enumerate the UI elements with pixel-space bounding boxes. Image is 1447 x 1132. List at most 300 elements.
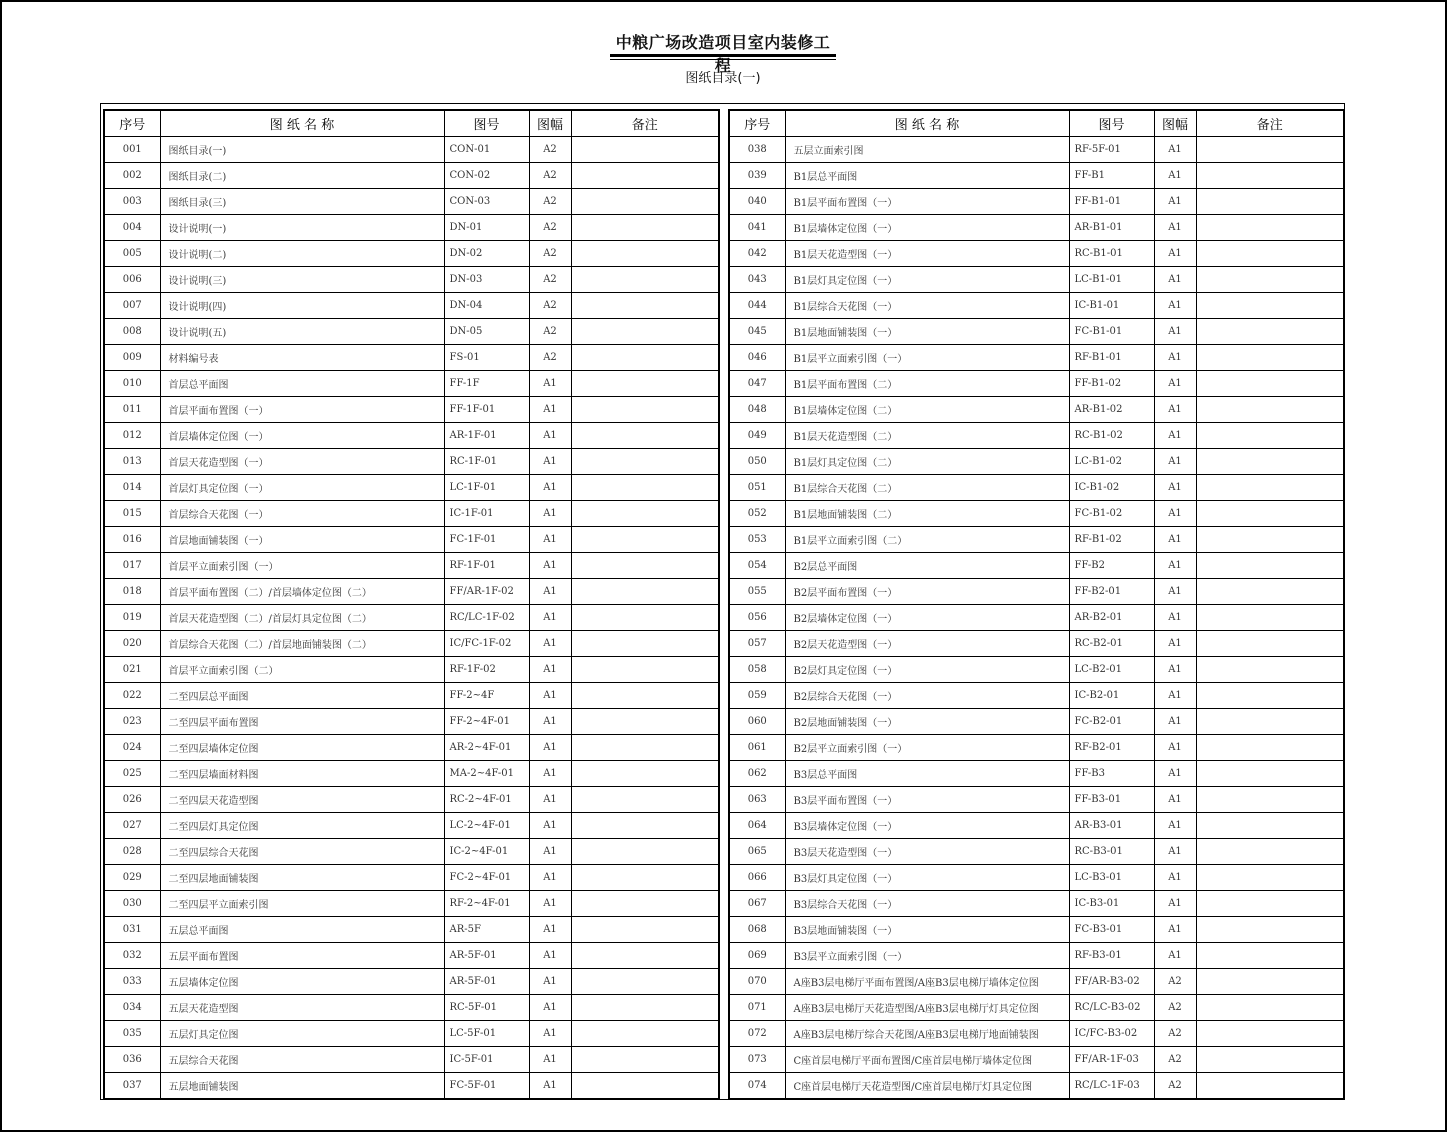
cell-drawing-name: B1层平面布置图（二）: [785, 370, 1069, 396]
cell-remarks: [1196, 370, 1344, 396]
cell-drawing-name: 设计说明(五): [160, 318, 444, 344]
cell-remarks: [571, 630, 719, 656]
cell-index: 043: [729, 266, 785, 292]
cell-drawing-number: FC-B2-01: [1069, 708, 1154, 734]
cell-sheet-size: A2: [529, 214, 571, 240]
cell-sheet-size: A1: [1154, 136, 1196, 162]
cell-drawing-name: B2层综合天花图（一）: [785, 682, 1069, 708]
cell-remarks: [571, 162, 719, 188]
table-row: [729, 1046, 1344, 1072]
cell-sheet-size: A1: [529, 994, 571, 1020]
cell-drawing-number: FF-B3-01: [1069, 786, 1154, 812]
cell-index: 037: [104, 1072, 160, 1099]
table-row: [104, 838, 719, 864]
cell-index: 011: [104, 396, 160, 422]
cell-remarks: [571, 734, 719, 760]
cell-drawing-number: RF-1F-02: [444, 656, 529, 682]
cell-drawing-number: IC-5F-01: [444, 1046, 529, 1072]
cell-drawing-name: B2层地面铺装图（一）: [785, 708, 1069, 734]
cell-sheet-size: A1: [1154, 890, 1196, 916]
cell-drawing-name: B2层天花造型图（一）: [785, 630, 1069, 656]
cell-sheet-size: A2: [529, 136, 571, 162]
cell-drawing-number: LC-B1-02: [1069, 448, 1154, 474]
table-row: [729, 188, 1344, 214]
table-row: [104, 812, 719, 838]
cell-remarks: [571, 1020, 719, 1046]
cell-drawing-number: IC-B3-01: [1069, 890, 1154, 916]
cell-drawing-number: FF-2~4F-01: [444, 708, 529, 734]
cell-remarks: [1196, 1046, 1344, 1072]
cell-drawing-number: AR-2~4F-01: [444, 734, 529, 760]
cell-drawing-number: FF/AR-1F-03: [1069, 1046, 1154, 1072]
cell-index: 053: [729, 526, 785, 552]
cell-index: 063: [729, 786, 785, 812]
cell-drawing-name: 五层地面铺装图: [160, 1072, 444, 1099]
cell-drawing-name: B1层天花造型图（一）: [785, 240, 1069, 266]
cell-sheet-size: A1: [1154, 214, 1196, 240]
cell-drawing-number: FF-B1-02: [1069, 370, 1154, 396]
cell-drawing-name: 首层平面布置图（一）: [160, 396, 444, 422]
cell-remarks: [571, 552, 719, 578]
cell-sheet-size: A1: [529, 552, 571, 578]
cell-index: 071: [729, 994, 785, 1020]
cell-drawing-number: LC-B3-01: [1069, 864, 1154, 890]
table-row: [729, 136, 1344, 162]
cell-drawing-name: 首层墙体定位图（一）: [160, 422, 444, 448]
cell-drawing-name: 首层地面铺装图（一）: [160, 526, 444, 552]
cell-index: 022: [104, 682, 160, 708]
table-row: [729, 552, 1344, 578]
cell-remarks: [571, 1072, 719, 1099]
cell-sheet-size: A1: [1154, 942, 1196, 968]
cell-sheet-size: A1: [529, 942, 571, 968]
cell-remarks: [571, 266, 719, 292]
cell-drawing-name: B3层灯具定位图（一）: [785, 864, 1069, 890]
cell-drawing-number: FF-B1: [1069, 162, 1154, 188]
cell-drawing-number: DN-05: [444, 318, 529, 344]
table-row: [729, 474, 1344, 500]
cell-index: 051: [729, 474, 785, 500]
cell-drawing-name: A座B3层电梯厅平面布置图/A座B3层电梯厅墙体定位图: [785, 968, 1069, 994]
cell-remarks: [1196, 734, 1344, 760]
cell-drawing-number: CON-03: [444, 188, 529, 214]
cell-sheet-size: A1: [1154, 188, 1196, 214]
table-row: [729, 734, 1344, 760]
cell-index: 028: [104, 838, 160, 864]
cell-sheet-size: A1: [1154, 396, 1196, 422]
table-row: [104, 526, 719, 552]
table-row: [104, 240, 719, 266]
cell-drawing-number: AR-B1-02: [1069, 396, 1154, 422]
cell-remarks: [1196, 552, 1344, 578]
cell-drawing-number: AR-B1-01: [1069, 214, 1154, 240]
cell-sheet-size: A1: [1154, 864, 1196, 890]
cell-index: 029: [104, 864, 160, 890]
table-row: [104, 968, 719, 994]
cell-index: 013: [104, 448, 160, 474]
cell-drawing-name: 二至四层墙面材料图: [160, 760, 444, 786]
cell-index: 060: [729, 708, 785, 734]
table-row: [104, 578, 719, 604]
cell-drawing-name: 设计说明(三): [160, 266, 444, 292]
cell-index: 065: [729, 838, 785, 864]
table-row: [104, 266, 719, 292]
cell-remarks: [571, 292, 719, 318]
cell-sheet-size: A1: [529, 682, 571, 708]
table-row: [104, 682, 719, 708]
cell-drawing-name: 五层天花造型图: [160, 994, 444, 1020]
cell-sheet-size: A1: [529, 864, 571, 890]
cell-sheet-size: A1: [529, 526, 571, 552]
cell-remarks: [1196, 994, 1344, 1020]
cell-index: 042: [729, 240, 785, 266]
table-row: [104, 994, 719, 1020]
cell-drawing-name: B1层灯具定位图（二）: [785, 448, 1069, 474]
cell-sheet-size: A2: [529, 292, 571, 318]
cell-drawing-name: C座首层电梯厅平面布置图/C座首层电梯厅墙体定位图: [785, 1046, 1069, 1072]
table-row: [729, 396, 1344, 422]
table-row: [729, 656, 1344, 682]
cell-remarks: [571, 448, 719, 474]
cell-drawing-name: 五层立面索引图: [785, 136, 1069, 162]
cell-sheet-size: A1: [1154, 786, 1196, 812]
cell-index: 046: [729, 344, 785, 370]
cell-drawing-name: B2层灯具定位图（一）: [785, 656, 1069, 682]
cell-remarks: [571, 942, 719, 968]
cell-drawing-number: CON-02: [444, 162, 529, 188]
cell-index: 048: [729, 396, 785, 422]
table-row: [729, 630, 1344, 656]
cell-drawing-number: IC-B1-02: [1069, 474, 1154, 500]
table-row: [729, 266, 1344, 292]
cell-index: 015: [104, 500, 160, 526]
cell-remarks: [1196, 266, 1344, 292]
cell-remarks: [1196, 942, 1344, 968]
cell-drawing-number: IC-B2-01: [1069, 682, 1154, 708]
cell-drawing-name: B3层平立面索引图（一）: [785, 942, 1069, 968]
cell-drawing-number: RC-B3-01: [1069, 838, 1154, 864]
cell-drawing-name: 首层综合天花图（二）/首层地面铺装图（二）: [160, 630, 444, 656]
cell-sheet-size: A1: [1154, 682, 1196, 708]
cell-drawing-number: LC-1F-01: [444, 474, 529, 500]
cell-remarks: [1196, 968, 1344, 994]
cell-drawing-number: RC/LC-1F-03: [1069, 1072, 1154, 1099]
cell-drawing-name: B1层地面铺装图（一）: [785, 318, 1069, 344]
cell-remarks: [1196, 474, 1344, 500]
cell-sheet-size: A2: [1154, 1046, 1196, 1072]
cell-sheet-size: A1: [1154, 812, 1196, 838]
table-row: [729, 422, 1344, 448]
cell-sheet-size: A2: [529, 344, 571, 370]
cell-drawing-name: 首层综合天花图（一）: [160, 500, 444, 526]
cell-remarks: [571, 214, 719, 240]
table-row: [104, 214, 719, 240]
cell-remarks: [571, 838, 719, 864]
cell-drawing-name: B3层综合天花图（一）: [785, 890, 1069, 916]
cell-index: 073: [729, 1046, 785, 1072]
cell-index: 062: [729, 760, 785, 786]
cell-remarks: [571, 994, 719, 1020]
cell-remarks: [571, 682, 719, 708]
table-row: [104, 318, 719, 344]
cell-drawing-number: RC-5F-01: [444, 994, 529, 1020]
cell-sheet-size: A1: [529, 396, 571, 422]
cell-sheet-size: A1: [1154, 578, 1196, 604]
cell-drawing-number: FF-1F: [444, 370, 529, 396]
table-row: [729, 448, 1344, 474]
table-row: [104, 656, 719, 682]
table-row: [729, 1072, 1344, 1099]
cell-drawing-name: 首层平面布置图（二）/首层墙体定位图（二）: [160, 578, 444, 604]
cell-remarks: [571, 500, 719, 526]
cell-sheet-size: A1: [529, 968, 571, 994]
cell-drawing-number: AR-5F-01: [444, 968, 529, 994]
cell-remarks: [571, 812, 719, 838]
cell-drawing-name: B2层总平面图: [785, 552, 1069, 578]
cell-sheet-size: A1: [1154, 500, 1196, 526]
cell-sheet-size: A1: [529, 448, 571, 474]
cell-drawing-number: IC-1F-01: [444, 500, 529, 526]
cell-index: 006: [104, 266, 160, 292]
cell-sheet-size: A1: [529, 604, 571, 630]
cell-sheet-size: A1: [1154, 656, 1196, 682]
cell-index: 052: [729, 500, 785, 526]
cell-sheet-size: A1: [1154, 838, 1196, 864]
cell-drawing-number: FF/AR-B3-02: [1069, 968, 1154, 994]
cell-sheet-size: A1: [1154, 604, 1196, 630]
table-row: [729, 370, 1344, 396]
cell-index: 047: [729, 370, 785, 396]
cell-drawing-name: B3层墙体定位图（一）: [785, 812, 1069, 838]
cell-remarks: [1196, 682, 1344, 708]
cell-sheet-size: A1: [529, 422, 571, 448]
table-row: [104, 552, 719, 578]
table-row: [729, 344, 1344, 370]
header-sheet-size: 图幅: [1154, 110, 1196, 136]
cell-drawing-name: B1层灯具定位图（一）: [785, 266, 1069, 292]
cell-index: 034: [104, 994, 160, 1020]
cell-drawing-number: CON-01: [444, 136, 529, 162]
cell-index: 001: [104, 136, 160, 162]
cell-drawing-number: FC-B3-01: [1069, 916, 1154, 942]
cell-sheet-size: A1: [1154, 916, 1196, 942]
cell-sheet-size: A1: [529, 708, 571, 734]
cell-drawing-number: RC/LC-1F-02: [444, 604, 529, 630]
cell-drawing-name: 二至四层灯具定位图: [160, 812, 444, 838]
cell-remarks: [1196, 448, 1344, 474]
cell-drawing-name: 图纸目录(一): [160, 136, 444, 162]
cell-remarks: [571, 136, 719, 162]
header-remarks: 备注: [1196, 110, 1344, 136]
table-row: [729, 578, 1344, 604]
cell-remarks: [1196, 188, 1344, 214]
cell-drawing-number: FF-1F-01: [444, 396, 529, 422]
table-row: [729, 708, 1344, 734]
cell-index: 067: [729, 890, 785, 916]
table-row: [104, 708, 719, 734]
cell-remarks: [571, 604, 719, 630]
cell-index: 009: [104, 344, 160, 370]
cell-sheet-size: A1: [1154, 526, 1196, 552]
cell-drawing-name: 首层平立面索引图（一）: [160, 552, 444, 578]
cell-index: 061: [729, 734, 785, 760]
cell-drawing-name: 二至四层墙体定位图: [160, 734, 444, 760]
cell-drawing-number: FF-B2: [1069, 552, 1154, 578]
cell-sheet-size: A1: [1154, 344, 1196, 370]
cell-remarks: [571, 1046, 719, 1072]
cell-drawing-number: DN-04: [444, 292, 529, 318]
cell-drawing-name: 设计说明(二): [160, 240, 444, 266]
cell-drawing-number: LC-B1-01: [1069, 266, 1154, 292]
table-row: [729, 604, 1344, 630]
cell-remarks: [571, 474, 719, 500]
cell-index: 030: [104, 890, 160, 916]
cell-remarks: [571, 240, 719, 266]
table-row: [729, 760, 1344, 786]
cell-drawing-name: 二至四层平面布置图: [160, 708, 444, 734]
table-row: [104, 396, 719, 422]
cell-remarks: [1196, 1072, 1344, 1099]
cell-drawing-number: LC-2~4F-01: [444, 812, 529, 838]
cell-index: 024: [104, 734, 160, 760]
cell-index: 040: [729, 188, 785, 214]
cell-remarks: [571, 890, 719, 916]
cell-index: 023: [104, 708, 160, 734]
cell-sheet-size: A1: [529, 500, 571, 526]
cell-drawing-number: DN-03: [444, 266, 529, 292]
table-row: [729, 240, 1344, 266]
cell-drawing-name: 二至四层平立面索引图: [160, 890, 444, 916]
header-index: 序号: [729, 110, 785, 136]
cell-index: 069: [729, 942, 785, 968]
cell-index: 007: [104, 292, 160, 318]
cell-sheet-size: A1: [1154, 474, 1196, 500]
cell-remarks: [571, 708, 719, 734]
cell-remarks: [1196, 526, 1344, 552]
cell-drawing-name: B1层平面布置图（一）: [785, 188, 1069, 214]
cell-drawing-name: 五层平面布置图: [160, 942, 444, 968]
cell-drawing-name: B1层平立面索引图（一）: [785, 344, 1069, 370]
table-row: [104, 604, 719, 630]
cell-remarks: [1196, 604, 1344, 630]
cell-sheet-size: A2: [529, 162, 571, 188]
cell-drawing-number: IC/FC-B3-02: [1069, 1020, 1154, 1046]
cell-sheet-size: A1: [1154, 552, 1196, 578]
catalog-subtitle: 图纸目录(一): [685, 71, 761, 86]
cell-sheet-size: A1: [529, 812, 571, 838]
cell-drawing-number: AR-5F: [444, 916, 529, 942]
cell-remarks: [1196, 578, 1344, 604]
cell-remarks: [571, 786, 719, 812]
cell-remarks: [1196, 214, 1344, 240]
cell-remarks: [571, 318, 719, 344]
cell-drawing-number: RF-B1-01: [1069, 344, 1154, 370]
cell-index: 045: [729, 318, 785, 344]
cell-drawing-name: A座B3层电梯厅综合天花图/A座B3层电梯厅地面铺装图: [785, 1020, 1069, 1046]
cell-sheet-size: A1: [529, 1046, 571, 1072]
cell-remarks: [1196, 162, 1344, 188]
cell-sheet-size: A1: [529, 786, 571, 812]
cell-remarks: [1196, 864, 1344, 890]
cell-drawing-number: FF-B1-01: [1069, 188, 1154, 214]
cell-sheet-size: A2: [1154, 968, 1196, 994]
cell-drawing-number: RF-B1-02: [1069, 526, 1154, 552]
cell-remarks: [1196, 396, 1344, 422]
table-row: [729, 812, 1344, 838]
cell-drawing-name: B1层综合天花图（二）: [785, 474, 1069, 500]
cell-drawing-number: RF-5F-01: [1069, 136, 1154, 162]
cell-remarks: [1196, 760, 1344, 786]
cell-drawing-name: B1层地面铺装图（二）: [785, 500, 1069, 526]
cell-drawing-name: 二至四层总平面图: [160, 682, 444, 708]
header-sheet-size: 图幅: [529, 110, 571, 136]
cell-drawing-name: 五层综合天花图: [160, 1046, 444, 1072]
cell-drawing-name: 首层天花造型图（二）/首层灯具定位图（二）: [160, 604, 444, 630]
header-drawing-name: 图 纸 名 称: [160, 110, 444, 136]
cell-index: 066: [729, 864, 785, 890]
cell-sheet-size: A1: [1154, 630, 1196, 656]
table-row: [104, 136, 719, 162]
cell-remarks: [571, 578, 719, 604]
table-row: [729, 916, 1344, 942]
cell-drawing-number: FC-B1-02: [1069, 500, 1154, 526]
cell-drawing-number: IC-2~4F-01: [444, 838, 529, 864]
cell-index: 014: [104, 474, 160, 500]
table-header-row: [104, 110, 719, 136]
cell-remarks: [571, 370, 719, 396]
cell-drawing-number: RF-B2-01: [1069, 734, 1154, 760]
table-row: [729, 682, 1344, 708]
cell-remarks: [571, 422, 719, 448]
header-drawing-number: 图号: [1069, 110, 1154, 136]
table-row: [104, 890, 719, 916]
cell-index: 021: [104, 656, 160, 682]
cell-drawing-name: B1层平立面索引图（二）: [785, 526, 1069, 552]
cell-sheet-size: A2: [529, 188, 571, 214]
cell-remarks: [1196, 344, 1344, 370]
cell-drawing-name: C座首层电梯厅天花造型图/C座首层电梯厅灯具定位图: [785, 1072, 1069, 1099]
cell-remarks: [571, 864, 719, 890]
table-row: [729, 318, 1344, 344]
cell-drawing-name: B3层地面铺装图（一）: [785, 916, 1069, 942]
cell-drawing-name: 设计说明(一): [160, 214, 444, 240]
cell-remarks: [571, 188, 719, 214]
table-row: [104, 448, 719, 474]
table-row: [104, 292, 719, 318]
cell-index: 031: [104, 916, 160, 942]
cell-sheet-size: A1: [529, 630, 571, 656]
cell-index: 020: [104, 630, 160, 656]
cell-drawing-number: FS-01: [444, 344, 529, 370]
cell-drawing-name: 设计说明(四): [160, 292, 444, 318]
cell-index: 008: [104, 318, 160, 344]
cell-sheet-size: A2: [529, 266, 571, 292]
table-row: [729, 864, 1344, 890]
table-row: [104, 916, 719, 942]
cell-sheet-size: A2: [1154, 1020, 1196, 1046]
cell-remarks: [1196, 708, 1344, 734]
table-row: [104, 630, 719, 656]
cell-remarks: [1196, 630, 1344, 656]
table-row: [729, 214, 1344, 240]
cell-index: 039: [729, 162, 785, 188]
cell-index: 056: [729, 604, 785, 630]
cell-sheet-size: A1: [1154, 448, 1196, 474]
header-remarks: 备注: [571, 110, 719, 136]
cell-remarks: [1196, 656, 1344, 682]
cell-index: 018: [104, 578, 160, 604]
cell-index: 035: [104, 1020, 160, 1046]
